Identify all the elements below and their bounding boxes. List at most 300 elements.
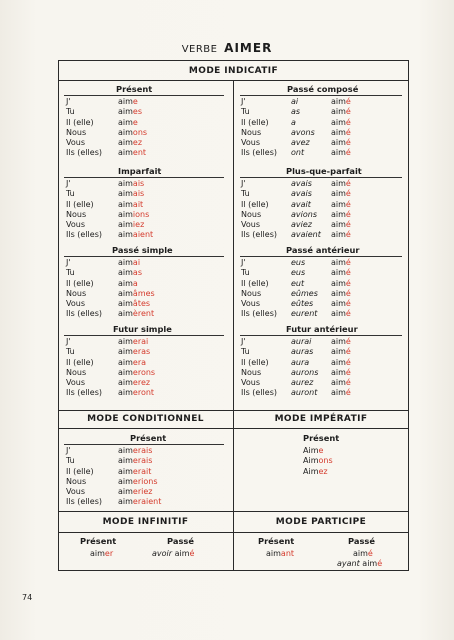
conj-row [66, 337, 226, 347]
stem: Aim [303, 466, 319, 476]
block-present [66, 97, 226, 159]
pronoun: Ils (elles) [241, 230, 277, 240]
stem: aim [331, 127, 346, 137]
stem: aim [118, 497, 133, 507]
tense-rule [240, 177, 402, 178]
pronoun: J' [241, 337, 246, 346]
divider [58, 532, 233, 533]
conj-row [66, 497, 226, 507]
auxiliary: eus [291, 268, 306, 278]
pronoun: Nous [241, 367, 262, 377]
conj-row [66, 487, 226, 497]
stem: aim [331, 309, 346, 319]
stem: aim [118, 97, 133, 106]
conj-row [66, 230, 226, 240]
ending: é [345, 107, 351, 117]
ending: a [132, 278, 138, 288]
ending: ant [280, 549, 295, 558]
pronoun: Vous [66, 378, 85, 388]
conj-row [66, 477, 226, 487]
pronoun: Tu [66, 347, 75, 357]
tense-rule [64, 256, 224, 257]
ending: erais [132, 456, 153, 466]
stem: aim [331, 388, 346, 398]
title-prefix: VERBE [181, 44, 218, 55]
stem: aim [118, 357, 133, 367]
participe-passe-form [353, 549, 373, 558]
conj-row [66, 446, 226, 456]
conj-row [241, 388, 403, 398]
tense-futur-anterieur-heading: Futur antérieur [286, 324, 358, 334]
stem: aim [331, 189, 346, 199]
tense-plus-que-parfait-heading: Plus-que-parfait [286, 166, 362, 176]
ending: eraient [132, 497, 162, 507]
stem: aim [331, 347, 346, 357]
stem: aim [118, 367, 133, 377]
divider [233, 428, 409, 429]
pronoun: Tu [66, 268, 75, 278]
auxiliary: auront [291, 388, 318, 398]
conj-row [66, 268, 226, 278]
conj-row [241, 148, 403, 158]
conj-row [241, 268, 403, 278]
pronoun: J' [241, 97, 246, 106]
auxiliary: aviez [291, 220, 312, 230]
conj-row [241, 179, 403, 189]
pronoun: J' [66, 337, 71, 346]
conj-row [66, 220, 226, 230]
auxiliary: aurons [291, 367, 319, 377]
stem: Aim [303, 446, 319, 455]
conj-row [66, 138, 226, 148]
pronoun: Ils (elles) [241, 309, 277, 319]
tense-rule [64, 177, 224, 178]
ending: eras [132, 347, 151, 357]
pronoun: Il (elle) [66, 466, 94, 476]
pronoun: Tu [241, 268, 250, 278]
stem: aim [118, 138, 133, 148]
conj-row [66, 347, 226, 357]
ending: é [345, 388, 351, 398]
stem: aim [331, 179, 346, 188]
auxiliary: eurent [291, 309, 318, 319]
block-plus-que-parfait [241, 179, 403, 241]
ending: âmes [132, 288, 155, 298]
stem: aim [331, 97, 346, 106]
ending: as [132, 268, 142, 278]
stem: aim [266, 549, 281, 558]
tense-rule [240, 95, 402, 96]
auxiliary: a [291, 117, 296, 127]
stem: aim [331, 148, 346, 158]
conj-row [241, 289, 403, 299]
pronoun: Ils (elles) [241, 148, 277, 158]
ending: ons [318, 456, 333, 466]
auxiliary: eus [291, 258, 306, 267]
conj-row [241, 299, 403, 309]
conj-row [66, 456, 226, 466]
conj-row [66, 467, 226, 477]
ending: é [345, 127, 351, 137]
conj-row [241, 230, 403, 240]
ending: ions [132, 209, 150, 219]
block-passe-anterieur [241, 258, 403, 320]
auxiliary: aurez [291, 378, 314, 388]
ending: é [345, 199, 351, 209]
conj-row [303, 456, 393, 466]
ending: é [345, 268, 351, 278]
tense-imparfait-heading: Imparfait [118, 166, 162, 176]
stem: aim [118, 189, 133, 199]
tense-passe-simple-heading: Passé simple [112, 245, 173, 255]
ending: iez [132, 220, 145, 230]
auxiliary: auras [291, 347, 314, 357]
conj-row [66, 258, 226, 268]
conj-row [241, 279, 403, 289]
stem: aim [331, 220, 346, 230]
infinitif-present-form [90, 549, 113, 558]
ending: erions [132, 476, 158, 486]
divider [58, 428, 233, 429]
auxiliary: ai [291, 97, 299, 106]
stem: aim [118, 230, 133, 240]
conj-row [66, 179, 226, 189]
stem: aim [331, 299, 346, 309]
ending: es [132, 107, 143, 117]
stem: aim [118, 299, 133, 309]
block-passe-simple [66, 258, 226, 320]
stem: aim [331, 258, 346, 267]
pronoun: Vous [241, 220, 260, 230]
conj-row [66, 107, 226, 117]
pronoun: J' [66, 446, 71, 455]
pronoun: Il (elle) [66, 278, 94, 288]
auxiliary: as [291, 107, 301, 117]
conj-row [66, 189, 226, 199]
pronoun: Ils (elles) [66, 497, 102, 507]
auxiliary: avais [291, 189, 312, 199]
ending: eriez [132, 487, 153, 497]
conj-row [241, 258, 403, 268]
stem: aim [118, 378, 133, 388]
participe-passe-compose-form [337, 559, 382, 568]
ending: é [345, 148, 351, 158]
pronoun: Il (elle) [241, 199, 269, 209]
tense-imperatif-present-heading: Présent [303, 433, 340, 443]
participe-present-form [266, 549, 294, 558]
stem: aim [331, 278, 346, 288]
ending: er [104, 549, 114, 558]
stem: aim [118, 347, 133, 357]
auxiliary: eûtes [291, 299, 314, 309]
stem: aim [118, 209, 133, 219]
conj-row [66, 388, 226, 398]
page-number: 74 [22, 593, 33, 602]
ending: erez [132, 378, 151, 388]
ending: é [345, 189, 351, 199]
ending: é [345, 117, 351, 127]
pronoun: Il (elle) [66, 199, 94, 209]
stem: aim [118, 268, 133, 278]
stem: aim [118, 220, 133, 230]
auxiliary: avait [291, 199, 311, 209]
pronoun: Tu [241, 347, 250, 357]
conj-row [66, 289, 226, 299]
ending: ai [132, 258, 141, 267]
ending: é [345, 337, 351, 346]
conj-row [241, 200, 403, 210]
conj-row [241, 97, 403, 107]
tense-futur-simple-heading: Futur simple [113, 324, 172, 334]
stem: aim [118, 179, 133, 188]
ending: ais [132, 179, 145, 188]
stem: aim [331, 230, 346, 240]
block-imparfait [66, 179, 226, 241]
conj-row [66, 128, 226, 138]
stem: aim [118, 456, 133, 466]
ending: é [345, 97, 351, 106]
conj-row [241, 220, 403, 230]
conj-row [66, 299, 226, 309]
ending: ons [132, 127, 148, 137]
stem: aim [118, 199, 133, 209]
stem: aim [331, 138, 346, 148]
auxiliary: eûmes [291, 288, 318, 298]
pronoun: Ils (elles) [66, 309, 102, 319]
conj-row [66, 200, 226, 210]
tense-rule [64, 95, 224, 96]
ending: é [345, 209, 351, 219]
stem: aim [331, 337, 346, 346]
ending: é [345, 309, 351, 319]
conj-row [66, 97, 226, 107]
ending: ait [132, 199, 144, 209]
stem: aim [331, 107, 346, 117]
stem: aim [331, 357, 346, 367]
divider [233, 80, 234, 410]
ending: ais [132, 189, 145, 199]
stem: aim [118, 258, 133, 267]
ending: é [345, 258, 351, 267]
ending: erait [132, 466, 152, 476]
stem: aim [118, 487, 133, 497]
ending: e [318, 446, 324, 455]
ending: é [345, 220, 351, 230]
ending: era [132, 357, 147, 367]
conj-row [241, 107, 403, 117]
mode-participe-heading: MODE PARTICIPE [275, 517, 367, 527]
pronoun: Il (elle) [241, 278, 269, 288]
auxiliary: avions [291, 209, 317, 219]
ending: eront [132, 388, 155, 398]
stem: aim [118, 337, 133, 346]
conj-row [241, 358, 403, 368]
block-conditionnel-present [66, 446, 226, 508]
pronoun: Il (elle) [241, 357, 269, 367]
stem: aim [118, 309, 133, 319]
block-imperatif-present [303, 446, 393, 477]
pronoun: Nous [66, 476, 87, 486]
conj-row [241, 337, 403, 347]
stem: aim [362, 559, 378, 568]
stem: aim [331, 367, 346, 377]
stem: aim [118, 476, 133, 486]
tense-rule [64, 444, 224, 445]
stem: aim [118, 148, 133, 158]
pronoun: Ils (elles) [241, 388, 277, 398]
stem: aim [331, 117, 346, 127]
conj-row [66, 368, 226, 378]
stem: aim [118, 278, 133, 288]
participe-present-label: Présent [258, 536, 295, 546]
pronoun: Tu [66, 456, 75, 466]
stem: aim [331, 378, 346, 388]
block-futur-simple [66, 337, 226, 399]
conj-row [66, 358, 226, 368]
pronoun: J' [66, 258, 71, 267]
infinitif-passe-form [152, 549, 194, 558]
ending: e [132, 97, 138, 106]
mode-conditionnel-heading: MODE CONDITIONNEL [87, 414, 204, 424]
ending: é [367, 549, 373, 558]
pronoun: Vous [66, 138, 85, 148]
pronoun: Nous [66, 288, 87, 298]
ending: aient [132, 230, 154, 240]
stem: aim [331, 209, 346, 219]
block-passe-compose [241, 97, 403, 159]
stem: aim [90, 549, 105, 558]
auxiliary: eut [291, 278, 305, 288]
pronoun: Tu [66, 107, 75, 117]
pronoun: Nous [66, 209, 87, 219]
mode-infinitif-heading: MODE INFINITIF [102, 517, 189, 527]
infinitif-passe-label: Passé [167, 536, 194, 546]
pronoun: Vous [66, 220, 85, 230]
conj-row [241, 378, 403, 388]
pronoun: Il (elle) [66, 357, 94, 367]
block-futur-anterieur [241, 337, 403, 399]
pronoun: Vous [66, 487, 85, 497]
conj-row [66, 148, 226, 158]
pronoun: J' [66, 179, 71, 188]
divider [233, 532, 409, 533]
conj-row [241, 189, 403, 199]
conj-row [66, 118, 226, 128]
ending: é [345, 179, 351, 188]
divider [58, 511, 409, 512]
ending: é [345, 378, 351, 388]
auxiliary: avaient [291, 230, 321, 240]
conj-row [66, 309, 226, 319]
pronoun: Nous [241, 209, 262, 219]
ending: ez [132, 138, 143, 148]
ending: é [345, 230, 351, 240]
tense-conditionnel-present-heading: Présent [130, 433, 167, 443]
pronoun: Il (elle) [241, 117, 269, 127]
tense-rule [240, 256, 402, 257]
stem: Aim [303, 456, 319, 466]
ending: é [345, 278, 351, 288]
conj-row [241, 368, 403, 378]
ending: é [345, 288, 351, 298]
tense-present-heading: Présent [116, 84, 153, 94]
pronoun: Vous [66, 299, 85, 309]
conj-row [241, 128, 403, 138]
pronoun: Tu [66, 189, 75, 199]
stem: aim [118, 117, 133, 127]
infinitif-present-label: Présent [80, 536, 117, 546]
conj-row [241, 347, 403, 357]
stem: aim [118, 466, 133, 476]
pronoun: Nous [241, 127, 262, 137]
auxiliary: ont [291, 148, 305, 158]
auxiliary: avais [291, 179, 312, 188]
conj-row [303, 467, 393, 477]
pronoun: Ils (elles) [66, 388, 102, 398]
conj-row [241, 210, 403, 220]
ending: é [189, 549, 195, 558]
stem: aim [118, 107, 133, 117]
ending: é [345, 347, 351, 357]
auxiliary: aurai [291, 337, 312, 346]
stem: aim [331, 288, 346, 298]
pronoun: Ils (elles) [66, 230, 102, 240]
pronoun: Vous [241, 299, 260, 309]
pronoun: J' [66, 97, 71, 106]
pronoun: Tu [241, 189, 250, 199]
ending: âtes [132, 299, 151, 309]
ending: erons [132, 367, 156, 377]
pronoun: Ils (elles) [66, 148, 102, 158]
ending: é [377, 559, 383, 568]
ending: é [345, 367, 351, 377]
ending: erai [132, 337, 149, 346]
stem: aim [331, 199, 346, 209]
conj-row [241, 118, 403, 128]
page-title [0, 41, 454, 55]
ending: é [345, 299, 351, 309]
stem: aim [118, 388, 133, 398]
tense-passe-compose-heading: Passé composé [287, 84, 359, 94]
auxiliary: avoir [152, 549, 173, 558]
pronoun: Tu [241, 107, 250, 117]
pronoun: J' [241, 258, 246, 267]
participe-passe-label: Passé [348, 536, 375, 546]
ending: ent [132, 148, 147, 158]
auxiliary: aura [291, 357, 310, 367]
stem: aim [174, 549, 190, 558]
conj-row [241, 138, 403, 148]
conj-row [66, 378, 226, 388]
tense-rule [240, 335, 402, 336]
mode-imperatif-heading: MODE IMPÉRATIF [274, 414, 368, 424]
auxiliary: avons [291, 127, 315, 137]
pronoun: Nous [66, 367, 87, 377]
stem: aim [331, 268, 346, 278]
ending: erais [132, 446, 153, 455]
tense-passe-anterieur-heading: Passé antérieur [286, 245, 360, 255]
stem: aim [118, 127, 133, 137]
tense-rule [64, 335, 224, 336]
ending: é [345, 357, 351, 367]
pronoun: Nous [241, 288, 262, 298]
title-verb: AIMER [224, 41, 273, 55]
conj-row [66, 279, 226, 289]
ending: ez [318, 466, 328, 476]
pronoun: Nous [66, 127, 87, 137]
ending: é [345, 138, 351, 148]
ending: e [132, 117, 138, 127]
